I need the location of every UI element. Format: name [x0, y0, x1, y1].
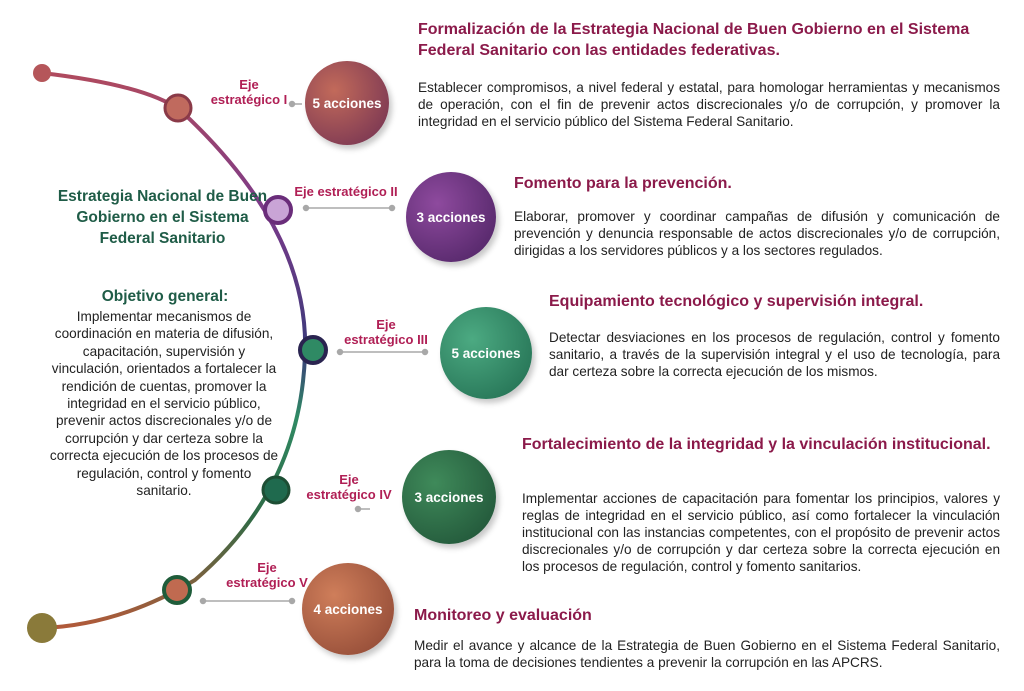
- strategy-title: Estrategia Nacional de Buen Gobierno en el Sistema Federal Sanitario: [57, 188, 268, 247]
- axis-1-actions: 5 acciones: [305, 61, 389, 145]
- axis-5-label: Eje estratégico V: [226, 560, 308, 590]
- objective-text: Implementar mecanismos de coordinación en materia de difusión, capacitación, supervisión y vinculación, orientados a fortalecer la rendición de cuentas, promover la integridad en el servicio público, prevenir actos discrecionales y/o de corrupción y dar certeza sobre la correcta ejecución de los procesos de regulación, control y fomento sanitario.: [49, 309, 279, 499]
- axis-3-label: Eje estratégico III: [344, 317, 428, 347]
- arc-start-node: [33, 64, 51, 82]
- axis-4-actions: 3 acciones: [402, 450, 496, 544]
- axis-2-title: Fomento para la prevención.: [514, 175, 732, 192]
- axis-2-actions: 3 acciones: [406, 172, 496, 262]
- axis-1-text: Establecer compromisos, a nivel federal y estatal, para homologar herramientas y mecanismos de operación, con el fin de prevenir actos discrecionales y/o de corrupción, y promover la integridad en el servicio público del Sistema Federal Sanitario.: [418, 80, 1000, 129]
- axis-node-5: [164, 577, 190, 603]
- arc-end-node: [27, 613, 57, 643]
- axis-node-3: [300, 337, 326, 363]
- axis-node-1: [165, 95, 191, 121]
- axis-5-text: Medir el avance y alcance de la Estrategia de Buen Gobierno en el Sistema Federal Sanitario, para la toma de decisiones tendientes a prevenir la corrupción en las APCRS.: [414, 638, 1000, 670]
- axis-2-text: Elaborar, promover y coordinar campañas de difusión y comunicación de prevención y denuncia responsable de actos discrecionales y/o de corrupción, dirigidas a los servidores públicos y a los sectores regulados.: [514, 209, 1000, 258]
- axis-5-title: Monitoreo y evaluación: [414, 607, 592, 624]
- axis-5-actions: 4 acciones: [302, 563, 394, 655]
- axis-3-title: Equipamiento tecnológico y supervisión integral.: [549, 293, 924, 310]
- axis-3-text: Detectar desviaciones en los procesos de regulación, control y fomento sanitario, a través de la supervisión integral y el uso de tecnología, para dar certeza sobre la correcta ejecución de los mismos.: [549, 330, 1000, 379]
- axis-4-label: Eje estratégico IV: [306, 472, 392, 502]
- objective-heading: Objetivo general:: [101, 288, 229, 305]
- axis-3-actions: 5 acciones: [440, 307, 532, 399]
- axis-2-label: Eje estratégico II: [294, 184, 398, 199]
- axis-1-label: Eje estratégico I: [210, 77, 288, 107]
- axis-1-title: Formalización de la Estrategia Nacional de Buen Gobierno en el Sistema Federal Sanitario con las entidades federativas.: [418, 21, 970, 59]
- axis-4-text: Implementar acciones de capacitación para fomentar los principios, valores y reglas de integridad en el servicio público, así como fortalecer la vinculación institucional con las instancias competentes, con el propósito de prevenir actos discrecionales y/o de corrupción y dar certeza sobre la correcta ejecución en los procesos de regulación, control y fomento sanitarios.: [522, 491, 1000, 574]
- axis-4-title: Fortalecimiento de la integridad y la vinculación institucional.: [522, 436, 991, 453]
